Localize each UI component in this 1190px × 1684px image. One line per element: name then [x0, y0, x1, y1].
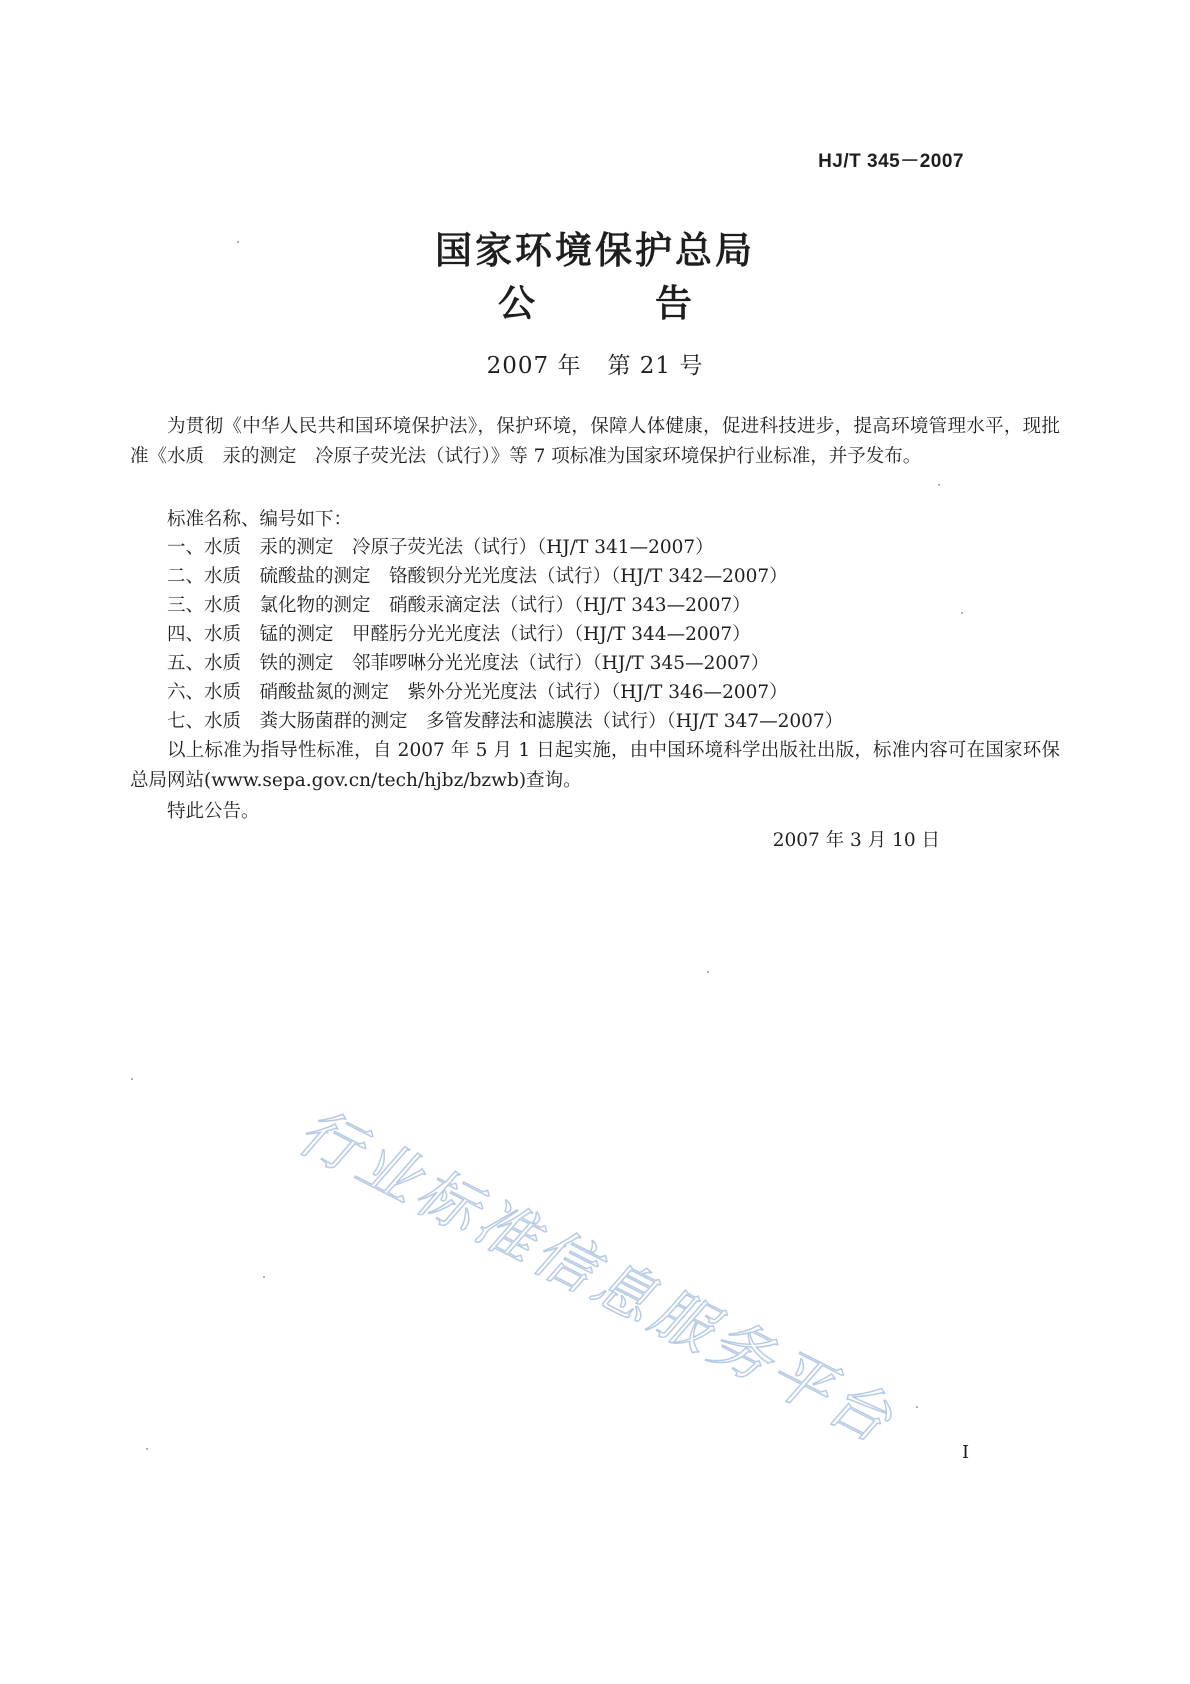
list-intro: 标准名称、编号如下： [167, 509, 353, 530]
issue-number-line [0, 347, 1190, 380]
scan-speck [916, 1406, 918, 1408]
scan-speck [938, 484, 940, 486]
scan-speck [961, 612, 963, 614]
intro-paragraph: 为贯彻《中华人民共和国环境保护法》，保护环境，保障人体健康，促进科技进步，提高环境管理水平，现批准《水质 汞的测定 冷原子荧光法（试行）》等 7 项标准为国家环境保护行业标准，并予发布。 [130, 416, 1060, 467]
notice-title-left: 公 [498, 282, 535, 325]
notice-title [0, 273, 1190, 327]
standard-item: 四、水质 锰的测定 甲醛肟分光光度法（试行）（HJ/T 344—2007） [167, 624, 751, 645]
notice-title-right: 告 [655, 282, 692, 325]
scan-speck [237, 241, 239, 243]
watermark-text: 行业标准信息服务平台 [286, 1096, 907, 1459]
scan-speck [131, 1078, 133, 1080]
notice-date: 2007 年 3 月 10 日 [772, 830, 940, 851]
implementation-paragraph: 以上标准为指导性标准，自 2007 年 5 月 1 日起实施，由中国环境科学出版社出版，标准内容可在国家环保总局网站(www.sepa.gov.cn/tech/hjbz/bzwb)查询。 [130, 740, 1060, 791]
standards-list [167, 533, 843, 736]
standard-code: HJ/T 345－2007 [818, 151, 964, 172]
closing-line: 特此公告。 [167, 801, 260, 822]
page-number: I [962, 1442, 970, 1463]
standard-item: 一、水质 汞的测定 冷原子荧光法（试行）（HJ/T 341—2007） [167, 537, 714, 558]
scan-speck [707, 971, 709, 973]
standard-item: 二、水质 硫酸盐的测定 铬酸钡分光光度法（试行）（HJ/T 342—2007） [167, 566, 788, 587]
scan-speck [146, 1448, 148, 1450]
scan-speck [263, 1276, 265, 1278]
standard-item: 七、水质 粪大肠菌群的测定 多管发酵法和滤膜法（试行）（HJ/T 347—2007） [167, 711, 844, 732]
issuing-organization-title: 国家环境保护总局 [435, 229, 755, 272]
issue-year: 2007 年 [486, 353, 582, 379]
standard-item: 六、水质 硝酸盐氮的测定 紫外分光光度法（试行）（HJ/T 346—2007） [167, 682, 788, 703]
standard-item: 五、水质 铁的测定 邻菲啰啉分光光度法（试行）（HJ/T 345—2007） [167, 653, 770, 674]
standard-item: 三、水质 氯化物的测定 硝酸汞滴定法（试行）（HJ/T 343—2007） [167, 595, 751, 616]
issue-number: 第 21 号 [607, 353, 704, 379]
